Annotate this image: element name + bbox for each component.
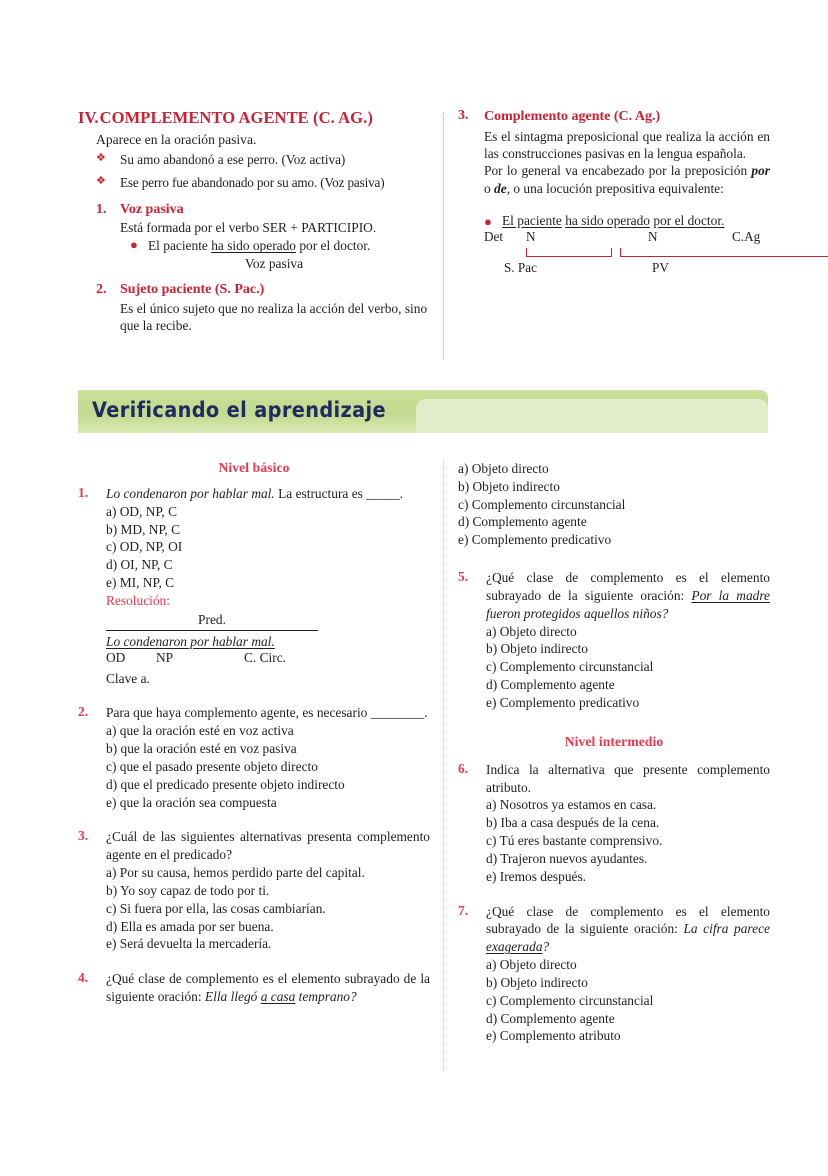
option-c[interactable]: c) Complemento circunstancial [486, 659, 654, 675]
passive-voice-example-list [78, 237, 430, 254]
stem-italic-rest: temprano? [295, 988, 357, 1004]
subsection-number: 1. [96, 201, 107, 217]
stem-italic-rest: fueron protegidos aquellos niños? [486, 605, 669, 621]
subsection-title: Sujeto paciente (S. Pac.) [120, 282, 265, 298]
label-s-pac: S. Pac [504, 260, 537, 276]
sentence-analysis-diagram [458, 213, 770, 278]
paragraph-1: Es el sintagma preposicional que realiza la acción en las construcciones pasivas en la lengua española. [484, 128, 770, 161]
label-n1: N [526, 229, 536, 245]
list-item-label: Ese perro fue abandonado por su amo. (Voz pasiva) [120, 174, 385, 190]
theory-section [0, 0, 828, 372]
page-title-numeral: IV. [78, 108, 99, 127]
option-c[interactable]: c) que el pasado presente objeto directo [106, 758, 318, 774]
option-b[interactable]: b) Objeto indirecto [486, 974, 588, 990]
list-item [96, 152, 430, 169]
dot-icon: ● [130, 237, 138, 253]
option-e[interactable]: e) Iremos después. [486, 868, 587, 884]
bracket-subject [526, 248, 612, 257]
question-stem [486, 569, 770, 622]
stem-rest: La estructura es _____. [274, 486, 404, 501]
complement-agent-block [458, 108, 770, 197]
resolution-diagram [106, 612, 430, 688]
option-b[interactable]: b) MD, NP, C [106, 521, 181, 537]
theory-left-column [78, 108, 430, 335]
option-list [486, 796, 770, 885]
subsection-title: Voz pasiva [120, 201, 184, 217]
option-a[interactable]: a) OD, NP, C [106, 503, 178, 519]
option-list-question-4-continued [458, 460, 770, 549]
example-suffix: por el doctor. [296, 238, 371, 254]
option-e[interactable]: e) MI, NP, C [106, 575, 175, 591]
column-divider-bottom [443, 460, 445, 1072]
resolution-label: Resolución: [106, 592, 170, 608]
resolution-sentence-text: Lo condenaron por hablar mal. [106, 633, 275, 649]
option-e[interactable]: e) que la oración sea compuesta [106, 794, 277, 810]
stem-prefix: ¿Qué clase de complemento es el elemento subrayado de la siguiente oración: [106, 971, 430, 1004]
subsection-body-1: Está formada por el verbo SER + PARTICIPIO. [120, 220, 377, 236]
floret-icon: ❖ [96, 174, 106, 187]
exercises-left-column [78, 460, 430, 1023]
stem-underlined: Por la madre [691, 587, 770, 603]
resolution-rule [106, 630, 318, 631]
level-heading-intermediate: Nivel intermedio [564, 733, 664, 749]
resolution-labels [106, 650, 430, 669]
example-list [78, 152, 430, 192]
example-prefix: El paciente [148, 238, 212, 254]
resolution-pred-label: Pred. [198, 611, 226, 627]
option-d[interactable]: d) que el predicado presente objeto indirecto [106, 776, 345, 792]
passive-voice-caption: Voz pasiva [244, 255, 304, 271]
stem-italic-rest: ? [542, 939, 550, 955]
diagram-labels-row-2 [484, 258, 770, 278]
option-a[interactable]: a) Por su causa, hemos perdido parte del capital. [106, 865, 365, 881]
question-1 [78, 485, 430, 687]
diagram-sentence [484, 213, 770, 229]
option-d[interactable]: d) Ella es amada por ser buena. [106, 918, 274, 934]
question-number: 5. [458, 569, 469, 585]
paragraph-2 [484, 162, 770, 197]
option-a[interactable]: a) Objeto directo [486, 957, 577, 973]
label-n2: N [648, 229, 658, 245]
level-heading-basic: Nivel básico [218, 460, 290, 475]
question-stem [106, 970, 430, 1006]
question-stem: Para que haya complemento agente, es necesario ________. [106, 705, 428, 721]
option-list [106, 722, 430, 811]
label-pv: PV [652, 260, 669, 276]
question-stem: Indica la alternativa que presente complemento atributo. [486, 761, 770, 795]
diagram-segment-2: ha sido operado [565, 213, 651, 229]
option-b[interactable]: b) que la oración esté en voz pasiva [106, 741, 297, 757]
subsection-title: Complemento agente (C. Ag.) [484, 109, 661, 124]
option-c[interactable]: c) OD, NP, OI [106, 539, 183, 555]
diagram-brackets [528, 248, 796, 258]
question-4 [78, 970, 430, 1006]
option-b[interactable]: b) Iba a casa después de la cena. [486, 815, 660, 831]
banner-title: Verificando el aprendizaje [92, 398, 386, 422]
option-a[interactable]: a) Objeto directo [458, 461, 549, 476]
theory-right-column [458, 108, 770, 278]
subsection-body-2: Es el único sujeto que no realiza la acción del verbo, sino que la recibe. [120, 300, 428, 334]
stem-underlined: a casa [260, 988, 296, 1004]
question-number: 6. [458, 760, 469, 776]
exercises-right-column [458, 460, 770, 1062]
option-a[interactable]: a) Objeto directo [486, 623, 577, 639]
option-d[interactable]: d) OI, NP, C [106, 557, 173, 573]
question-7 [458, 903, 770, 1046]
stem-underlined: exagerada [486, 939, 543, 955]
floret-icon: ❖ [96, 151, 106, 164]
option-a[interactable]: a) que la oración esté en voz activa [106, 723, 294, 739]
option-c[interactable]: c) Complemento circunstancial [458, 496, 626, 512]
question-6 [458, 761, 770, 886]
option-list [106, 864, 430, 953]
option-d[interactable]: d) Complemento agente [486, 677, 615, 693]
question-2 [78, 704, 430, 811]
question-stem [486, 903, 770, 956]
option-c[interactable]: c) Si fuera por ella, las cosas cambiarían. [106, 900, 326, 916]
intro-line: Aparece en la oración pasiva. [96, 131, 257, 147]
label-np: NP [156, 649, 174, 665]
option-d[interactable]: d) Trajeron nuevos ayudantes. [486, 850, 648, 866]
page-title-text: COMPLEMENTO AGENTE (C. AG.) [99, 108, 373, 127]
resolution-sentence [106, 633, 430, 650]
question-number: 7. [458, 902, 469, 918]
question-stem [106, 485, 430, 503]
option-c[interactable]: c) Tú eres bastante comprensivo. [486, 833, 663, 849]
preposition-de: de [494, 180, 507, 196]
paragraph-2-b: o [484, 180, 495, 196]
option-list [486, 623, 770, 712]
diagram-labels-row-1 [484, 229, 770, 248]
page-title [78, 108, 430, 128]
option-e[interactable]: e) Complemento predicativo [486, 694, 640, 710]
diagram-segment-3: por el doctor. [653, 213, 725, 229]
stem-prefix: ¿Qué clase de complemento es el elemento subrayado de la siguiente oración: [486, 903, 770, 937]
option-list [486, 956, 770, 1045]
option-b[interactable]: b) Objeto indirecto [458, 478, 560, 494]
option-list [106, 503, 430, 592]
stem-italic: Lo condenaron por hablar mal. [106, 486, 275, 501]
question-number: 3. [78, 828, 89, 844]
list-item [96, 175, 430, 192]
label-od: OD [106, 649, 126, 665]
subsection-heading-2 [78, 281, 430, 299]
option-a[interactable]: a) Nosotros ya estamos en casa. [486, 797, 657, 813]
subsection-heading-1 [78, 201, 430, 219]
stem-italic: Ella llegó [204, 988, 261, 1004]
column-divider-top [443, 112, 445, 360]
question-number: 1. [78, 485, 89, 500]
preposition-por: por [751, 163, 770, 179]
label-det: Det [484, 229, 504, 245]
dot-icon: ● [484, 214, 492, 230]
question-3 [78, 828, 430, 953]
subsection-number: 2. [96, 282, 107, 298]
paragraph-2-c: , o una locución prepositiva equivalente: [506, 180, 724, 196]
example-underlined: ha sido operado [211, 238, 296, 254]
option-d[interactable]: d) Complemento agente [486, 1010, 615, 1026]
stem-italic: La cifra parece [683, 921, 770, 937]
list-item [130, 237, 430, 254]
question-number: 4. [78, 970, 89, 986]
stem-prefix: ¿Qué clase de complemento es el elemento subrayado de la siguiente oración: [486, 570, 770, 603]
resolution-answer-key: Clave a. [106, 670, 150, 686]
question-stem: ¿Cuál de las siguientes alternativas presenta complemento agente en el predicado? [106, 829, 430, 863]
option-e[interactable]: e) Será devuelta la mercadería. [106, 936, 272, 952]
bracket-predicate [620, 248, 828, 257]
option-b[interactable]: b) Objeto indirecto [486, 641, 588, 657]
paragraph-2-a: Por lo general va encabezado por la preposición [484, 163, 752, 179]
section-banner [78, 390, 768, 433]
label-c-circ: C. Circ. [244, 649, 287, 665]
option-e[interactable]: e) Complemento atributo [486, 1028, 621, 1044]
label-cag: C.Ag [732, 229, 761, 245]
list-item-label: Su amo abandonó a ese perro. (Voz activa) [120, 151, 346, 167]
option-c[interactable]: c) Complemento circunstancial [486, 992, 654, 1008]
option-d[interactable]: d) Complemento agente [458, 514, 587, 530]
question-5 [458, 569, 770, 712]
subsection-number: 3. [458, 108, 469, 123]
diagram-segment-1: El paciente [502, 213, 562, 229]
question-number: 2. [78, 704, 89, 720]
banner-inset-panel [416, 399, 768, 433]
option-b[interactable]: b) Yo soy capaz de todo por ti. [106, 882, 270, 898]
option-e[interactable]: e) Complemento predicativo [458, 532, 612, 548]
